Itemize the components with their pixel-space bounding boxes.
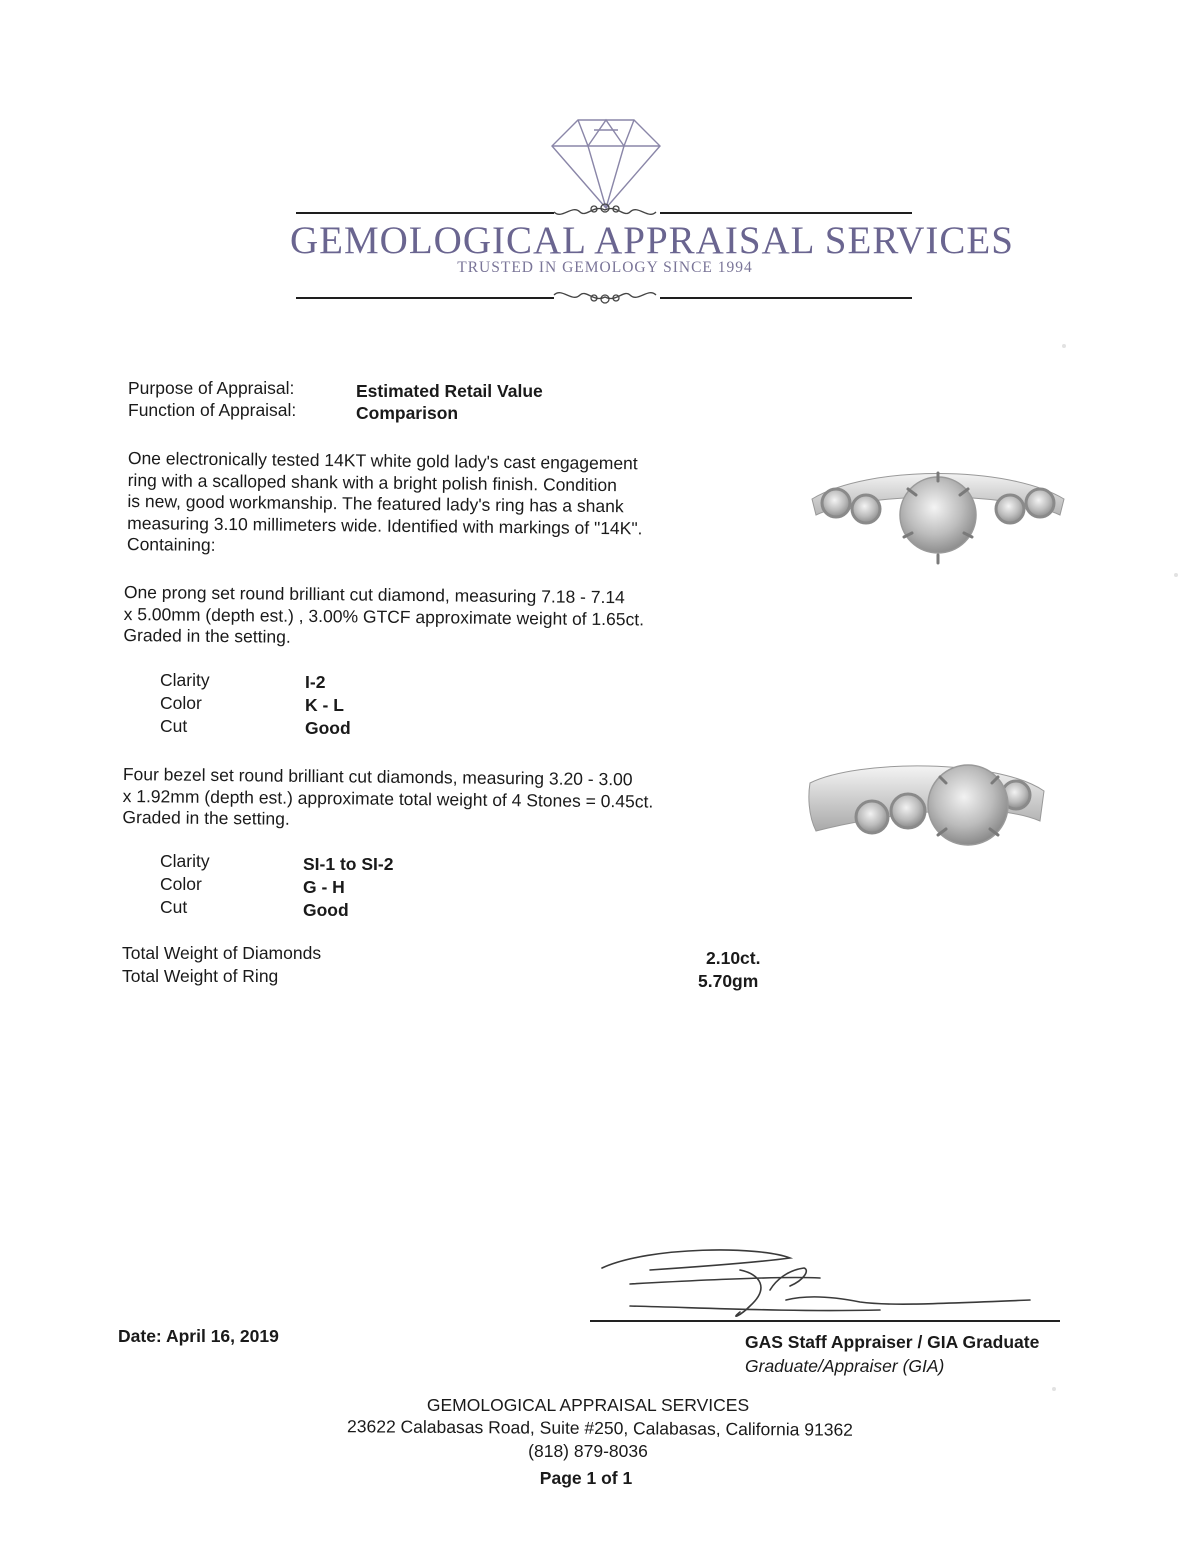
center-color-label: Color bbox=[160, 693, 202, 713]
total-diamonds-value: 2.10ct. bbox=[706, 948, 761, 968]
side-stones-line: Graded in the setting. bbox=[122, 806, 290, 829]
scan-speck bbox=[1062, 344, 1066, 348]
description-line: is new, good workmanship. The featured lady's ring has a shank bbox=[127, 490, 624, 517]
bottom-rule-right bbox=[660, 297, 912, 299]
function-label: Function of Appraisal: bbox=[128, 400, 297, 420]
top-rule-left bbox=[296, 212, 554, 214]
purpose-value: Estimated Retail Value bbox=[356, 381, 543, 401]
side-cut-value: Good bbox=[303, 900, 349, 920]
description-line: ring with a scalloped shank with a bright polish finish. Condition bbox=[127, 469, 618, 495]
side-cut-label: Cut bbox=[160, 897, 188, 917]
center-cut-value: Good bbox=[305, 718, 351, 738]
scan-speck bbox=[1174, 573, 1178, 577]
center-stone-line: Graded in the setting. bbox=[123, 624, 291, 647]
signer-title: GAS Staff Appraiser / GIA Graduate bbox=[745, 1332, 1040, 1352]
top-rule-right bbox=[660, 212, 912, 214]
purpose-label: Purpose of Appraisal: bbox=[128, 378, 295, 398]
ring-description bbox=[127, 448, 643, 561]
center-cut-label: Cut bbox=[160, 716, 188, 736]
diamond-logo-icon bbox=[548, 112, 664, 214]
signature-line bbox=[590, 1320, 1060, 1322]
side-color-label: Color bbox=[160, 874, 202, 894]
description-line: Containing: bbox=[126, 533, 216, 555]
center-stone-description bbox=[123, 582, 644, 652]
ring-photo-top bbox=[808, 455, 1068, 575]
company-name: GEMOLOGICAL APPRAISAL SERVICES bbox=[290, 219, 1014, 262]
appraisal-date: Date: April 16, 2019 bbox=[118, 1326, 279, 1346]
description-line: measuring 3.10 millimeters wide. Identified with markings of "14K". bbox=[127, 512, 643, 538]
side-stones-description bbox=[122, 764, 653, 834]
page-number: Page 1 of 1 bbox=[539, 1468, 633, 1488]
side-stones-line: x 1.92mm (depth est.) approximate total weight of 4 Stones = 0.45ct. bbox=[122, 785, 654, 812]
side-clarity-value: SI-1 to SI-2 bbox=[303, 854, 394, 874]
center-clarity-value: I-2 bbox=[305, 672, 326, 692]
center-stone-line: One prong set round brilliant cut diamond, measuring 7.18 - 7.14 bbox=[123, 582, 625, 608]
total-ring-label: Total Weight of Ring bbox=[122, 966, 279, 986]
description-line: One electronically tested 14KT white gold lady's cast engagement bbox=[127, 448, 638, 474]
bottom-rule-left bbox=[296, 297, 554, 299]
center-stone-line: x 5.00mm (depth est.) , 3.00% GTCF approximate weight of 1.65ct. bbox=[123, 603, 645, 629]
footer-company: GEMOLOGICAL APPRAISAL SERVICES bbox=[426, 1395, 750, 1415]
side-color-value: G - H bbox=[303, 877, 345, 897]
center-color-value: K - L bbox=[305, 695, 344, 715]
company-tagline: TRUSTED IN GEMOLOGY SINCE 1994 bbox=[457, 259, 753, 276]
side-stones-line: Four bezel set round brilliant cut diamonds, measuring 3.20 - 3.00 bbox=[122, 764, 633, 790]
total-diamonds-label: Total Weight of Diamonds bbox=[122, 943, 322, 963]
footer-phone: (818) 879-8036 bbox=[528, 1441, 648, 1461]
side-clarity-label: Clarity bbox=[160, 851, 210, 871]
bottom-flourish-icon bbox=[550, 285, 660, 307]
scan-speck bbox=[1052, 1387, 1056, 1391]
total-ring-value: 5.70gm bbox=[698, 971, 759, 991]
center-clarity-label: Clarity bbox=[160, 670, 210, 690]
function-value: Comparison bbox=[356, 403, 459, 423]
letterhead bbox=[0, 0, 1200, 330]
appraiser-signature bbox=[590, 1240, 1060, 1325]
signer-credential: Graduate/Appraiser (GIA) bbox=[745, 1356, 945, 1376]
footer-address: 23622 Calabasas Road, Suite #250, Calabasas, California 91362 bbox=[346, 1416, 854, 1440]
ring-photo-angled bbox=[808, 755, 1048, 865]
